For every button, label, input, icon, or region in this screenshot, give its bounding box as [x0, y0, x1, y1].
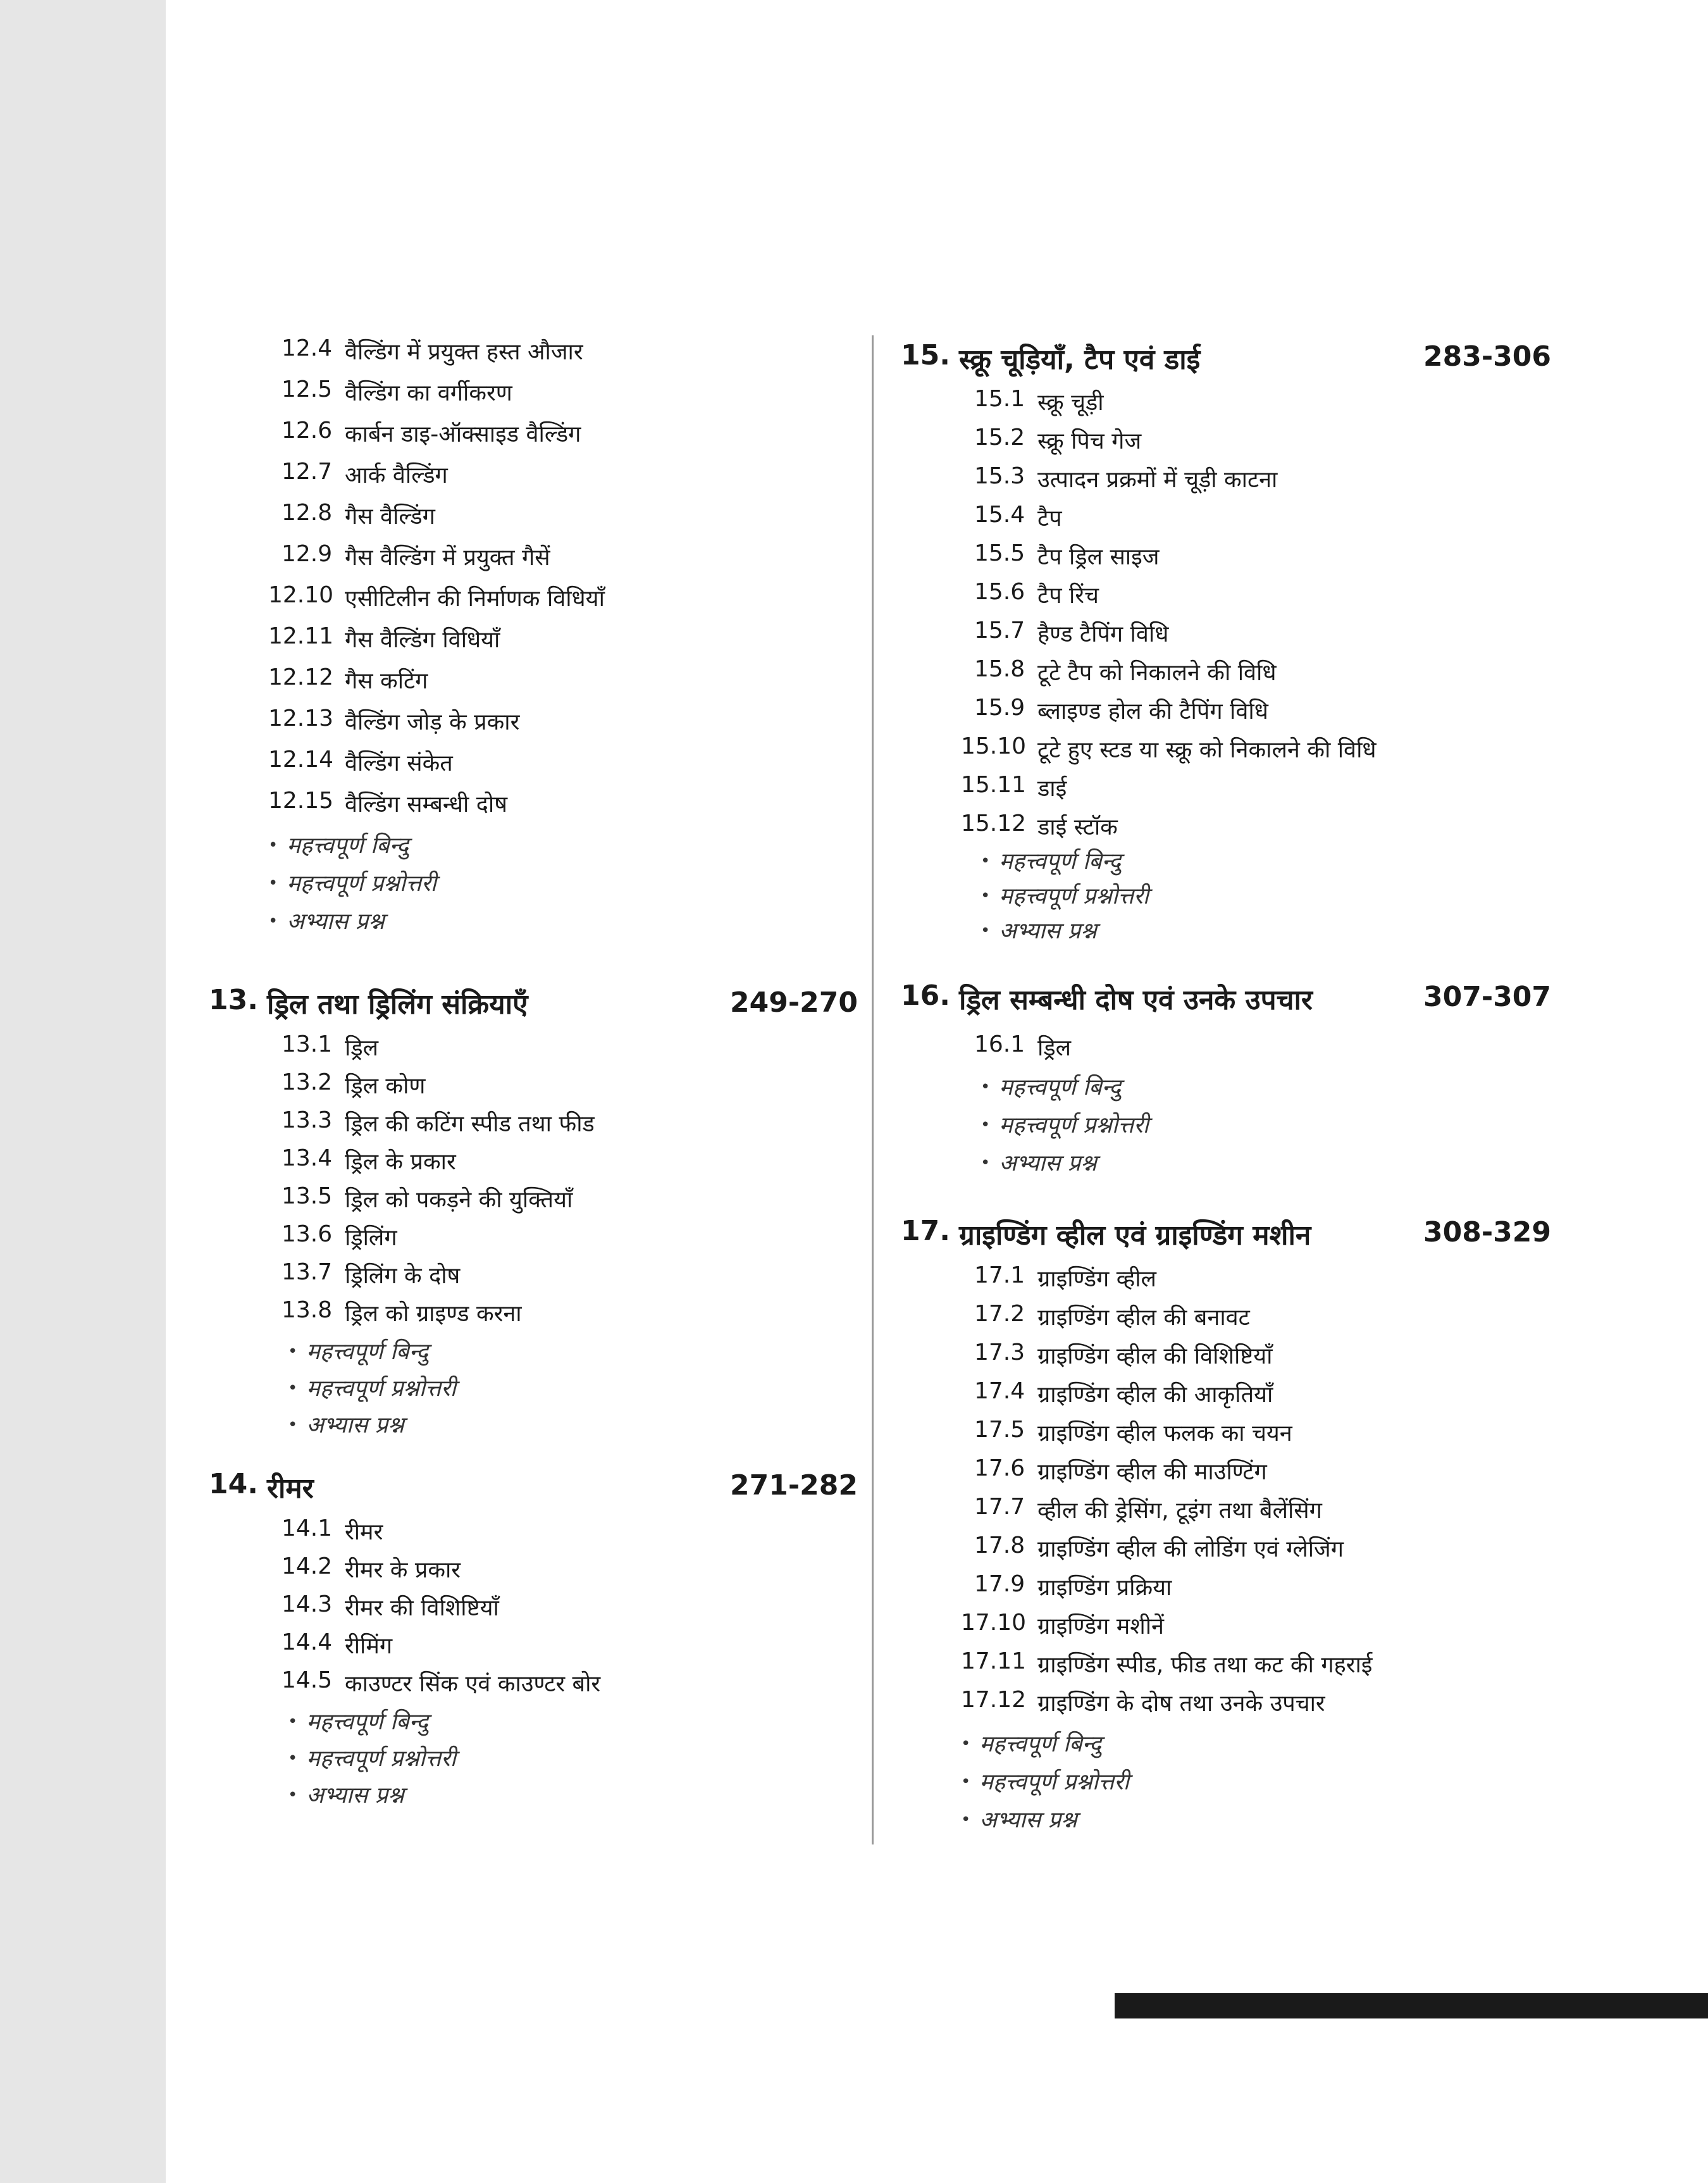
toc-item-15-7[interactable]: 15.7 हैण्ड टैपिंग विधि	[974, 618, 1169, 647]
chapter-heading-13[interactable]: 13. ड्रिल तथा ड्रिलिंग संक्रियाएँ	[209, 984, 528, 1021]
bullet-practice-questions[interactable]: • अभ्यास प्रश्न	[268, 909, 385, 935]
toc-item-13-7[interactable]: 13.7 ड्रिलिंग के दोष	[282, 1259, 461, 1289]
toc-item-15-9[interactable]: 15.9 ब्लाइण्ड होल की टैपिंग विधि	[974, 695, 1268, 725]
chapter-pages-13: 249-270	[730, 986, 858, 1019]
bullet-icon: •	[981, 886, 991, 905]
toc-item-12-8[interactable]: 12.8 गैस वैल्डिंग	[282, 500, 435, 530]
bullet-icon: •	[288, 1786, 298, 1805]
left-margin-band	[0, 0, 166, 2183]
toc-item-15-11[interactable]: 15.11 डाई	[961, 772, 1067, 802]
toc-item-13-6[interactable]: 13.6 ड्रिलिंग	[282, 1221, 397, 1251]
toc-item-17-3[interactable]: 17.3 ग्राइण्डिंग व्हील की विशिष्टियाँ	[974, 1340, 1273, 1369]
bullet-important-points[interactable]: • महत्त्वपूर्ण बिन्दु	[961, 1731, 1101, 1757]
chapter-heading-16[interactable]: 16. ड्रिल सम्बन्धी दोष एवं उनके उपचार	[901, 980, 1313, 1016]
toc-item-15-1[interactable]: 15.1 स्क्रू चूड़ी	[974, 386, 1104, 416]
bullet-icon: •	[288, 1749, 298, 1768]
bullet-icon: •	[981, 852, 991, 871]
chapter-heading-14[interactable]: 14. रीमर	[209, 1468, 314, 1505]
footer-bar	[1115, 1993, 1708, 2018]
bullet-important-points[interactable]: • महत्त्वपूर्ण बिन्दु	[268, 833, 409, 859]
toc-item-12-9[interactable]: 12.9 गैस वैल्डिंग में प्रयुक्त गैसें	[282, 541, 550, 571]
chapter-pages-17: 308-329	[1423, 1216, 1551, 1248]
bullet-important-points[interactable]: • महत्त्वपूर्ण बिन्दु	[288, 1339, 428, 1365]
toc-item-12-5[interactable]: 12.5 वैल्डिंग का वर्गीकरण	[282, 376, 512, 406]
bullet-icon: •	[288, 1415, 298, 1434]
bullet-important-qa[interactable]: • महत्त्वपूर्ण प्रश्नोत्तरी	[288, 1376, 457, 1402]
toc-item-17-11[interactable]: 17.11 ग्राइण्डिंग स्पीड, फीड तथा कट की गहराई	[961, 1648, 1373, 1678]
toc-item-12-11[interactable]: 12.11 गैस वैल्डिंग विधियाँ	[268, 623, 500, 653]
toc-item-17-10[interactable]: 17.10 ग्राइण्डिंग मशीनें	[961, 1610, 1165, 1639]
bullet-important-qa[interactable]: • महत्त्वपूर्ण प्रश्नोत्तरी	[981, 1112, 1149, 1138]
toc-item-12-12[interactable]: 12.12 गैस कटिंग	[268, 664, 428, 694]
toc-item-13-3[interactable]: 13.3 ड्रिल की कटिंग स्पीड तथा फीड	[282, 1107, 595, 1137]
toc-item-13-5[interactable]: 13.5 ड्रिल को पकड़ने की युक्तियाँ	[282, 1183, 573, 1213]
toc-item-15-2[interactable]: 15.2 स्क्रू पिच गेज	[974, 425, 1142, 454]
chapter-pages-16: 307-307	[1423, 981, 1551, 1013]
bullet-icon: •	[981, 1116, 991, 1135]
toc-item-12-13[interactable]: 12.13 वैल्डिंग जोड़ के प्रकार	[268, 706, 520, 735]
bullet-icon: •	[268, 874, 278, 893]
bullet-icon: •	[268, 912, 278, 931]
toc-item-17-2[interactable]: 17.2 ग्राइण्डिंग व्हील की बनावट	[974, 1301, 1250, 1331]
bullet-icon: •	[268, 836, 278, 855]
toc-item-14-3[interactable]: 14.3 रीमर की विशिष्टियाँ	[282, 1591, 499, 1621]
chapter-heading-17[interactable]: 17. ग्राइण्डिंग व्हील एवं ग्राइण्डिंग मशीन	[901, 1215, 1311, 1252]
toc-item-17-8[interactable]: 17.8 ग्राइण्डिंग व्हील की लोडिंग एवं ग्लेजिंग	[974, 1533, 1344, 1562]
toc-item-15-12[interactable]: 15.12 डाई स्टॉक	[961, 811, 1118, 840]
bullet-icon: •	[981, 921, 991, 940]
chapter-heading-15[interactable]: 15. स्क्रू चूड़ियाँ, टैप एवं डाई	[901, 339, 1201, 376]
toc-item-12-15[interactable]: 12.15 वैल्डिंग सम्बन्धी दोष	[268, 788, 508, 818]
bullet-important-qa[interactable]: • महत्त्वपूर्ण प्रश्नोत्तरी	[961, 1769, 1130, 1795]
chapter-pages-14: 271-282	[730, 1469, 858, 1502]
bullet-practice-questions[interactable]: • अभ्यास प्रश्न	[288, 1782, 404, 1808]
bullet-important-points[interactable]: • महत्त्वपूर्ण बिन्दु	[981, 1074, 1121, 1100]
column-divider	[872, 335, 874, 1844]
bullet-important-qa[interactable]: • महत्त्वपूर्ण प्रश्नोत्तरी	[268, 871, 437, 897]
toc-item-12-6[interactable]: 12.6 कार्बन डाइ-ऑक्साइड वैल्डिंग	[282, 418, 581, 447]
bullet-icon: •	[288, 1342, 298, 1361]
toc-item-14-5[interactable]: 14.5 काउण्टर सिंक एवं काउण्टर बोर	[282, 1667, 601, 1697]
toc-item-17-6[interactable]: 17.6 ग्राइण्डिंग व्हील की माउण्टिंग	[974, 1455, 1267, 1485]
toc-item-13-1[interactable]: 13.1 ड्रिल	[282, 1031, 378, 1061]
bullet-icon: •	[961, 1772, 971, 1791]
bullet-important-points[interactable]: • महत्त्वपूर्ण बिन्दु	[288, 1709, 428, 1735]
toc-item-12-10[interactable]: 12.10 एसीटिलीन की निर्माणक विधियाँ	[268, 582, 605, 612]
toc-item-17-12[interactable]: 17.12 ग्राइण्डिंग के दोष तथा उनके उपचार	[961, 1687, 1325, 1717]
toc-item-17-7[interactable]: 17.7 व्हील की ड्रेसिंग, टूइंग तथा बैलेंसिंग	[974, 1494, 1322, 1524]
toc-item-14-1[interactable]: 14.1 रीमर	[282, 1515, 383, 1545]
toc-item-17-5[interactable]: 17.5 ग्राइण्डिंग व्हील फलक का चयन	[974, 1417, 1292, 1446]
toc-item-17-9[interactable]: 17.9 ग्राइण्डिंग प्रक्रिया	[974, 1571, 1172, 1601]
toc-item-14-2[interactable]: 14.2 रीमर के प्रकार	[282, 1553, 461, 1583]
toc-item-16-1[interactable]: 16.1 ड्रिल	[974, 1031, 1071, 1061]
toc-item-15-6[interactable]: 15.6 टैप रिंच	[974, 579, 1099, 609]
toc-item-13-4[interactable]: 13.4 ड्रिल के प्रकार	[282, 1145, 456, 1175]
toc-item-15-5[interactable]: 15.5 टैप ड्रिल साइज	[974, 540, 1160, 570]
bullet-practice-questions[interactable]: • अभ्यास प्रश्न	[981, 918, 1097, 944]
toc-item-12-14[interactable]: 12.14 वैल्डिंग संकेत	[268, 747, 453, 776]
bullet-icon: •	[288, 1379, 298, 1398]
toc-item-13-8[interactable]: 13.8 ड्रिल को ग्राइण्ड करना	[282, 1297, 522, 1327]
toc-item-15-3[interactable]: 15.3 उत्पादन प्रक्रमों में चूड़ी काटना	[974, 463, 1278, 493]
bullet-icon: •	[981, 1154, 991, 1172]
toc-item-15-4[interactable]: 15.4 टैप	[974, 502, 1062, 532]
toc-item-12-7[interactable]: 12.7 आर्क वैल्डिंग	[282, 459, 448, 488]
toc-item-13-2[interactable]: 13.2 ड्रिल कोण	[282, 1069, 426, 1099]
bullet-practice-questions[interactable]: • अभ्यास प्रश्न	[981, 1150, 1097, 1176]
toc-item-15-8[interactable]: 15.8 टूटे टैप को निकालने की विधि	[974, 656, 1277, 686]
chapter-pages-15: 283-306	[1423, 340, 1551, 373]
bullet-icon: •	[288, 1712, 298, 1731]
toc-item-17-4[interactable]: 17.4 ग्राइण्डिंग व्हील की आकृतियाँ	[974, 1378, 1273, 1408]
bullet-practice-questions[interactable]: • अभ्यास प्रश्न	[288, 1412, 404, 1438]
bullet-important-qa[interactable]: • महत्त्वपूर्ण प्रश्नोत्तरी	[288, 1746, 457, 1772]
bullet-icon: •	[961, 1734, 971, 1753]
bullet-icon: •	[981, 1078, 991, 1097]
bullet-important-qa[interactable]: • महत्त्वपूर्ण प्रश्नोत्तरी	[981, 883, 1149, 909]
bullet-practice-questions[interactable]: • अभ्यास प्रश्न	[961, 1807, 1077, 1833]
bullet-important-points[interactable]: • महत्त्वपूर्ण बिन्दु	[981, 849, 1121, 874]
bullet-icon: •	[961, 1810, 971, 1829]
toc-item-14-4[interactable]: 14.4 रीमिंग	[282, 1629, 393, 1659]
toc-item-17-1[interactable]: 17.1 ग्राइण्डिंग व्हील	[974, 1262, 1156, 1292]
toc-item-12-4[interactable]: 12.4 वैल्डिंग में प्रयुक्त हस्त औजार	[282, 335, 583, 365]
toc-item-15-10[interactable]: 15.10 टूटे हुए स्टड या स्क्रू को निकालने की विधि	[961, 733, 1377, 763]
